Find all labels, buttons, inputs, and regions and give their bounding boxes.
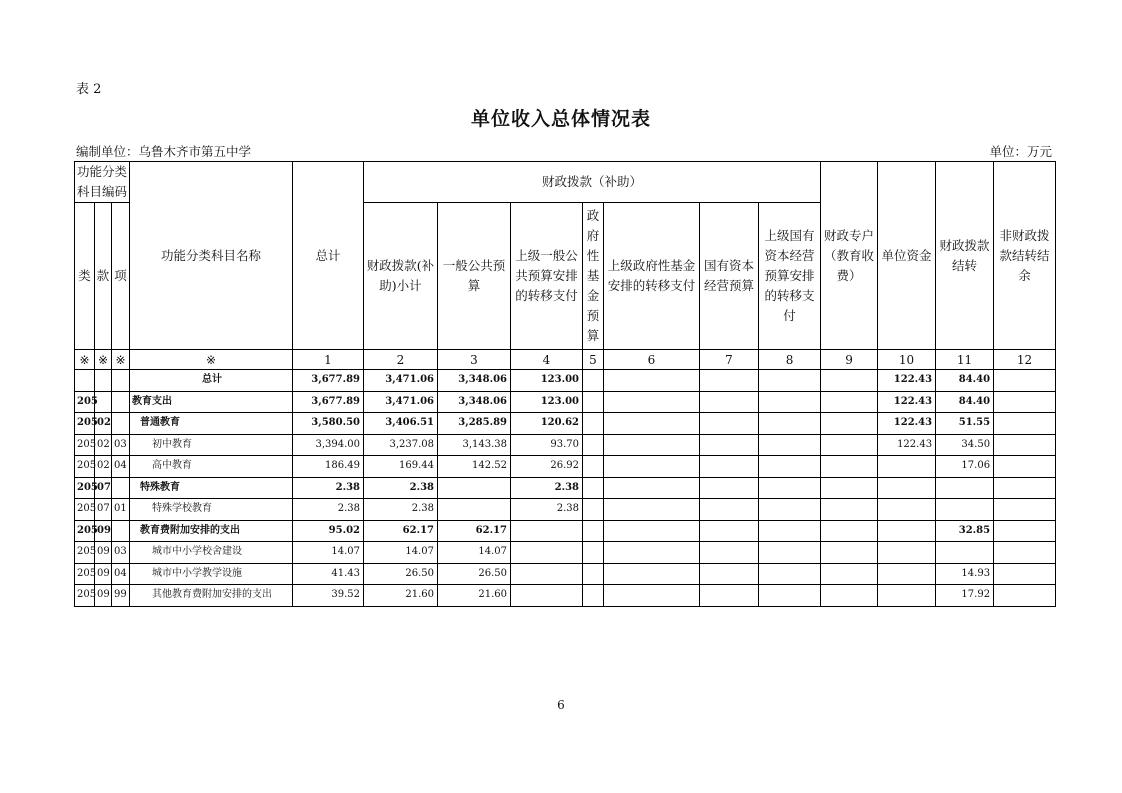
column-index-cell: ※ (130, 350, 293, 370)
value-cell (700, 585, 759, 607)
value-cell (878, 456, 936, 478)
value-cell: 3,394.00 (293, 434, 364, 456)
value-cell: 14.07 (293, 542, 364, 564)
subject-name-cell: 城市中小学教学设施 (130, 563, 293, 585)
table-row (75, 563, 1056, 585)
value-cell: 122.43 (878, 391, 936, 413)
code-lei-cell: 205 (75, 563, 95, 585)
code-xiang-cell (112, 520, 130, 542)
header-total: 总计 (293, 162, 364, 350)
code-lei-cell: 205 (75, 477, 95, 499)
value-cell (604, 456, 700, 478)
value-cell (994, 370, 1056, 392)
value-cell (936, 542, 994, 564)
value-cell (604, 413, 700, 435)
value-cell (511, 563, 583, 585)
value-cell (604, 391, 700, 413)
code-kuan-cell: 02 (95, 456, 112, 478)
header-upper-state-capital-transfer: 上级国有资本经营预算安排的转移支付 (759, 203, 821, 350)
value-cell (878, 477, 936, 499)
value-cell (821, 434, 878, 456)
column-index-cell: ※ (95, 350, 112, 370)
value-cell: 2.38 (364, 477, 438, 499)
table-row (75, 542, 1056, 564)
table-row (75, 391, 1056, 413)
value-cell: 169.44 (364, 456, 438, 478)
code-kuan-cell: 09 (95, 542, 112, 564)
value-cell (700, 477, 759, 499)
value-cell (759, 585, 821, 607)
value-cell: 2.38 (364, 499, 438, 521)
value-cell: 34.50 (936, 434, 994, 456)
value-cell: 3,237.08 (364, 434, 438, 456)
subject-name-cell: 城市中小学校舍建设 (130, 542, 293, 564)
value-cell: 123.00 (511, 370, 583, 392)
value-cell: 2.38 (293, 499, 364, 521)
value-cell: 26.50 (364, 563, 438, 585)
code-lei-cell: 205 (75, 413, 95, 435)
value-cell: 3,348.06 (438, 370, 511, 392)
code-lei-cell: 205 (75, 585, 95, 607)
code-lei-cell: 205 (75, 456, 95, 478)
value-cell: 21.60 (438, 585, 511, 607)
code-xiang-cell: 99 (112, 585, 130, 607)
value-cell (994, 563, 1056, 585)
table-body (75, 370, 1056, 607)
value-cell (759, 542, 821, 564)
value-cell (759, 391, 821, 413)
code-kuan-cell (95, 370, 112, 392)
value-cell (759, 370, 821, 392)
column-index-cell: 11 (936, 350, 994, 370)
value-cell: 3,143.38 (438, 434, 511, 456)
value-cell (438, 477, 511, 499)
code-lei-cell: 205 (75, 520, 95, 542)
value-cell (821, 542, 878, 564)
column-index-cell: 10 (878, 350, 936, 370)
value-cell: 26.92 (511, 456, 583, 478)
code-xiang-cell: 01 (112, 499, 130, 521)
code-xiang-cell: 04 (112, 456, 130, 478)
value-cell: 84.40 (936, 370, 994, 392)
value-cell (994, 520, 1056, 542)
column-index-cell: 6 (604, 350, 700, 370)
value-cell (821, 585, 878, 607)
value-cell (821, 391, 878, 413)
value-cell (878, 563, 936, 585)
value-cell (994, 585, 1056, 607)
value-cell (583, 499, 604, 521)
value-cell (759, 499, 821, 521)
code-xiang-cell (112, 413, 130, 435)
value-cell: 3,348.06 (438, 391, 511, 413)
value-cell (700, 499, 759, 521)
header-fiscal-subtotal: 财政拨款(补助)小计 (364, 203, 438, 350)
value-cell (759, 563, 821, 585)
value-cell: 17.06 (936, 456, 994, 478)
value-cell (936, 477, 994, 499)
value-cell (878, 499, 936, 521)
code-kuan-cell: 09 (95, 585, 112, 607)
table-number: 表 2 (76, 82, 102, 97)
header-name: 功能分类科目名称 (130, 162, 293, 350)
value-cell (994, 434, 1056, 456)
value-cell: 62.17 (364, 520, 438, 542)
subject-name-cell: 高中教育 (130, 456, 293, 478)
column-index-cell: 7 (700, 350, 759, 370)
code-kuan-cell: 07 (95, 499, 112, 521)
subject-name-cell: 教育支出 (130, 391, 293, 413)
income-table (74, 161, 1056, 607)
value-cell (700, 391, 759, 413)
value-cell (821, 563, 878, 585)
value-cell: 17.92 (936, 585, 994, 607)
value-cell: 122.43 (878, 413, 936, 435)
code-kuan-cell: 02 (95, 413, 112, 435)
value-cell: 2.38 (511, 477, 583, 499)
value-cell (438, 499, 511, 521)
value-cell: 3,677.89 (293, 391, 364, 413)
value-cell (700, 413, 759, 435)
table-row (75, 585, 1056, 607)
value-cell: 122.43 (878, 434, 936, 456)
value-cell (994, 391, 1056, 413)
header-state-capital: 国有资本经营预算 (700, 203, 759, 350)
subject-name-cell: 普通教育 (130, 413, 293, 435)
compiling-unit: 编制单位：乌鲁木齐市第五中学 (76, 144, 252, 159)
value-cell: 32.85 (936, 520, 994, 542)
subject-name-cell: 特殊教育 (130, 477, 293, 499)
header-lei: 类 (75, 203, 95, 350)
column-index-cell: ※ (75, 350, 95, 370)
value-cell: 21.60 (364, 585, 438, 607)
value-cell (759, 413, 821, 435)
value-cell (583, 520, 604, 542)
value-cell (759, 477, 821, 499)
value-cell (604, 434, 700, 456)
table-row (75, 520, 1056, 542)
value-cell: 41.43 (293, 563, 364, 585)
column-index-cell: 2 (364, 350, 438, 370)
header-fiscal-carryover: 财政拨款结转 (936, 162, 994, 350)
value-cell: 142.52 (438, 456, 511, 478)
value-cell (604, 563, 700, 585)
value-cell (821, 370, 878, 392)
value-cell: 122.43 (878, 370, 936, 392)
table-row (75, 456, 1056, 478)
value-cell (878, 520, 936, 542)
value-cell: 14.07 (364, 542, 438, 564)
value-cell (583, 391, 604, 413)
value-cell (604, 520, 700, 542)
value-cell: 95.02 (293, 520, 364, 542)
header-xiang: 项 (112, 203, 130, 350)
subject-name-cell: 总计 (130, 370, 293, 392)
value-cell (583, 370, 604, 392)
subject-name-cell: 特殊学校教育 (130, 499, 293, 521)
value-cell (511, 520, 583, 542)
column-index-cell: 5 (583, 350, 604, 370)
value-cell (700, 563, 759, 585)
code-lei-cell (75, 370, 95, 392)
value-cell: 3,471.06 (364, 370, 438, 392)
value-cell: 51.55 (936, 413, 994, 435)
value-cell (700, 542, 759, 564)
value-cell: 93.70 (511, 434, 583, 456)
code-xiang-cell (112, 391, 130, 413)
value-cell (511, 585, 583, 607)
column-index-cell: 8 (759, 350, 821, 370)
code-xiang-cell (112, 370, 130, 392)
column-index-cell: 4 (511, 350, 583, 370)
value-cell: 3,677.89 (293, 370, 364, 392)
value-cell: 120.62 (511, 413, 583, 435)
table-row (75, 370, 1056, 392)
code-xiang-cell: 04 (112, 563, 130, 585)
value-cell (583, 563, 604, 585)
value-cell (604, 499, 700, 521)
column-index-cell: 1 (293, 350, 364, 370)
value-cell (821, 413, 878, 435)
value-cell (994, 542, 1056, 564)
value-cell (759, 456, 821, 478)
value-cell (700, 520, 759, 542)
value-cell (604, 370, 700, 392)
value-cell (604, 477, 700, 499)
header-fiscal-group: 财政拨款（补助） (364, 162, 821, 203)
code-kuan-cell: 02 (95, 434, 112, 456)
value-cell: 3,285.89 (438, 413, 511, 435)
value-cell: 2.38 (293, 477, 364, 499)
column-index-cell: 3 (438, 350, 511, 370)
value-cell (583, 456, 604, 478)
subject-name-cell: 初中教育 (130, 434, 293, 456)
value-cell (878, 585, 936, 607)
header-upper-gov-fund-transfer: 上级政府性基金安排的转移支付 (604, 203, 700, 350)
value-cell (821, 477, 878, 499)
code-xiang-cell: 03 (112, 434, 130, 456)
value-cell: 14.93 (936, 563, 994, 585)
value-cell (821, 520, 878, 542)
table-row (75, 434, 1056, 456)
subject-name-cell: 其他教育费附加安排的支出 (130, 585, 293, 607)
value-cell (759, 520, 821, 542)
value-cell (511, 542, 583, 564)
page-number: 6 (557, 698, 565, 712)
code-lei-cell: 205 (75, 391, 95, 413)
value-cell (583, 434, 604, 456)
code-kuan-cell: 09 (95, 563, 112, 585)
value-cell: 14.07 (438, 542, 511, 564)
value-cell: 62.17 (438, 520, 511, 542)
table-row (75, 499, 1056, 521)
table-row (75, 477, 1056, 499)
value-cell (583, 542, 604, 564)
column-index-cell: ※ (112, 350, 130, 370)
value-cell (878, 542, 936, 564)
column-index-row (75, 350, 1056, 370)
value-cell (994, 477, 1056, 499)
value-cell: 3,580.50 (293, 413, 364, 435)
value-cell (583, 413, 604, 435)
page-title: 单位收入总体情况表 (470, 108, 651, 130)
code-lei-cell: 205 (75, 434, 95, 456)
value-cell (700, 434, 759, 456)
value-cell (994, 413, 1056, 435)
header-nonfiscal-carryover: 非财政拨款结转结余 (994, 162, 1056, 350)
value-cell (759, 434, 821, 456)
code-lei-cell: 205 (75, 542, 95, 564)
value-cell: 3,406.51 (364, 413, 438, 435)
header-code-group: 功能分类科目编码 (75, 162, 130, 203)
value-cell: 186.49 (293, 456, 364, 478)
value-cell (936, 499, 994, 521)
value-cell: 3,471.06 (364, 391, 438, 413)
table-row (75, 413, 1056, 435)
header-kuan: 款 (95, 203, 112, 350)
header-general-budget: 一般公共预算 (438, 203, 511, 350)
value-cell (821, 499, 878, 521)
value-cell: 26.50 (438, 563, 511, 585)
value-cell (700, 370, 759, 392)
subject-name-cell: 教育费附加安排的支出 (130, 520, 293, 542)
value-cell: 39.52 (293, 585, 364, 607)
code-lei-cell: 205 (75, 499, 95, 521)
value-cell (700, 456, 759, 478)
value-cell (583, 585, 604, 607)
value-cell: 123.00 (511, 391, 583, 413)
value-cell: 2.38 (511, 499, 583, 521)
header-special-account: 财政专户（教育收费） (821, 162, 878, 350)
code-kuan-cell: 07 (95, 477, 112, 499)
column-index-cell: 12 (994, 350, 1056, 370)
value-cell (583, 477, 604, 499)
currency-unit: 单位：万元 (989, 144, 1052, 159)
value-cell: 84.40 (936, 391, 994, 413)
header-gov-fund-budget: 政府性基金预算 (583, 203, 604, 350)
column-index-cell: 9 (821, 350, 878, 370)
value-cell (994, 499, 1056, 521)
header-unit-funds: 单位资金 (878, 162, 936, 350)
code-xiang-cell (112, 477, 130, 499)
value-cell (604, 542, 700, 564)
code-kuan-cell: 09 (95, 520, 112, 542)
value-cell (821, 456, 878, 478)
header-upper-general-transfer: 上级一般公共预算安排的转移支付 (511, 203, 583, 350)
value-cell (604, 585, 700, 607)
value-cell (994, 456, 1056, 478)
code-xiang-cell: 03 (112, 542, 130, 564)
